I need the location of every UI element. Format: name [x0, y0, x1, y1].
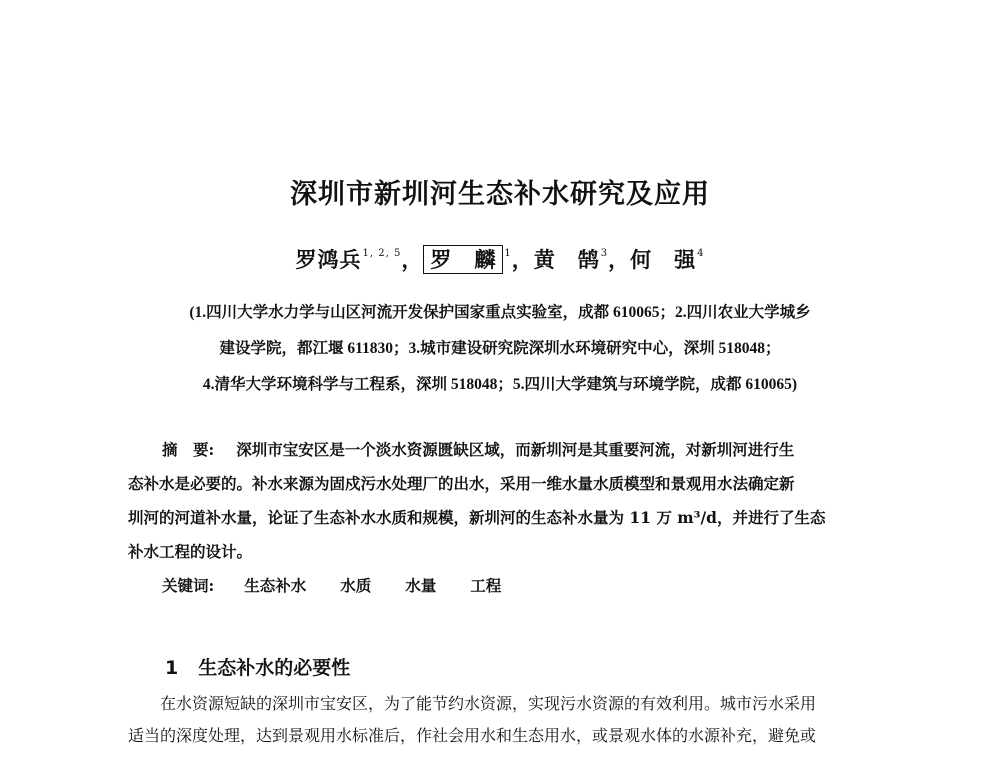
- affiliation-line: 4.清华大学环境科学与工程系，深圳 518048；5.四川大学建筑与环境学院，成都 610065): [202, 376, 798, 393]
- author-separator: ，: [608, 247, 631, 272]
- keywords-label: 关键词:: [162, 576, 215, 595]
- abstract-line: 深圳市宝安区是一个淡水资源匮缺区域，而新圳河是其重要河流，对新圳河进行生: [236, 440, 795, 459]
- author-affiliation-mark: 1: [504, 248, 512, 259]
- author-name: 黄 鹄: [533, 247, 600, 272]
- keyword: 水量: [405, 576, 437, 595]
- section-title: 生态补水的必要性: [198, 657, 351, 679]
- keyword: 工程: [470, 576, 502, 595]
- abstract-line: 圳河的河道补水量，论证了生态补水水质和规模，新圳河的生态补水量为 11 万 m³/d，并进行了生态: [128, 508, 826, 527]
- abstract-label: 摘 要:: [162, 440, 215, 459]
- author-affiliation-mark: 3: [600, 248, 609, 259]
- author-name: 何 强: [630, 247, 697, 272]
- author-separator: ，: [401, 247, 424, 272]
- body-line: 在水资源短缺的深圳市宝安区，为了能节约水资源，实现污水资源的有效利用。城市污水采用: [160, 696, 817, 713]
- author-name: 罗鸿兵: [295, 247, 362, 272]
- section-number: 1: [165, 657, 179, 679]
- author-separator: ，: [511, 247, 534, 272]
- author-affiliation-mark: 4: [697, 248, 705, 259]
- abstract: [128, 433, 874, 603]
- keyword: 生态补水: [244, 576, 307, 595]
- abstract-line: 态补水是必要的。补水来源为固戍污水处理厂的出水，采用一维水量水质模型和景观用水法确定新: [128, 474, 795, 493]
- author-affiliation-mark: 1, 2, 5: [362, 248, 402, 259]
- keywords: [128, 569, 874, 603]
- author-list: [0, 244, 1000, 274]
- abstract-line: 补水工程的设计。: [128, 542, 253, 561]
- section-body: [128, 689, 878, 753]
- affiliation-line: (1.四川大学水力学与山区河流开发保护国家重点实验室，成都 610065；2.四川农业大学城乡: [189, 304, 811, 321]
- paper-title: 深圳市新圳河生态补水研究及应用: [290, 179, 710, 210]
- body-line: 适当的深度处理，达到景观用水标准后，作社会用水和生态用水，或景观水体的水源补充，避免或: [128, 728, 817, 745]
- keyword: 水质: [340, 576, 372, 595]
- section-heading: [165, 653, 350, 680]
- affiliation-line: 建设学院，都江堰 611830；3.城市建设研究院深圳水环境研究中心，深圳 518048；: [219, 340, 781, 357]
- author-name-highlighted: 罗 麟: [423, 245, 503, 274]
